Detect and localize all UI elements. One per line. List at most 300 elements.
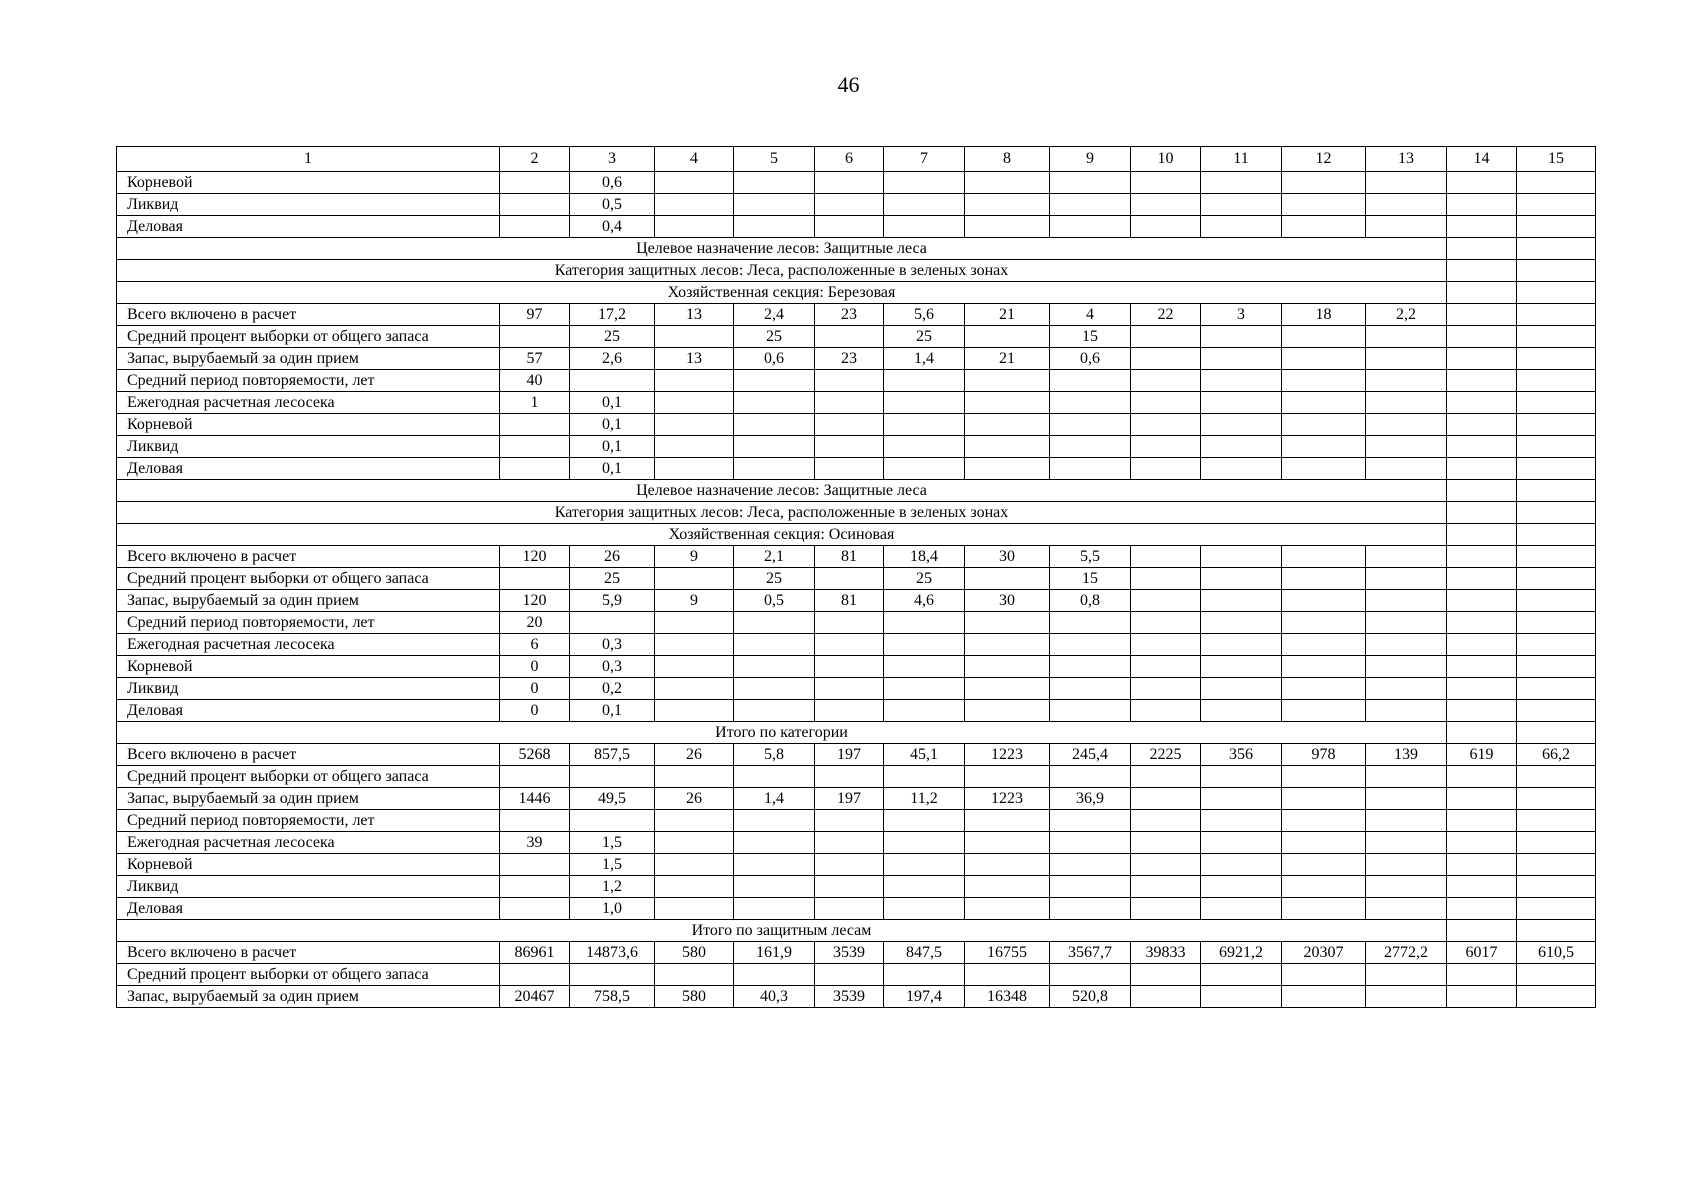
table-cell: 13 [655, 304, 734, 326]
table-cell: 0,3 [570, 656, 655, 678]
table-cell: 0,1 [570, 436, 655, 458]
table-cell [655, 326, 734, 348]
table-cell: 40,3 [734, 986, 815, 1008]
table-cell [1050, 612, 1131, 634]
table-cell [655, 678, 734, 700]
table-cell: 2225 [1131, 744, 1201, 766]
table-cell: 25 [570, 326, 655, 348]
table-cell [1131, 568, 1201, 590]
table-cell [1050, 414, 1131, 436]
table-cell: 197,4 [884, 986, 965, 1008]
table-cell [1201, 766, 1282, 788]
table-cell [1050, 766, 1131, 788]
table-cell [965, 172, 1050, 194]
section-title: Хозяйственная секция: Березовая [117, 282, 1447, 304]
row-label: Ликвид [117, 876, 500, 898]
table-cell: 610,5 [1517, 942, 1596, 964]
table-cell [1282, 898, 1366, 920]
table-cell [1131, 656, 1201, 678]
table-cell: 0 [500, 700, 570, 722]
table-cell [965, 612, 1050, 634]
table-cell [1366, 370, 1447, 392]
table-cell: 30 [965, 590, 1050, 612]
table-cell [1517, 876, 1596, 898]
table-row [117, 172, 1596, 194]
table-row [117, 370, 1596, 392]
table-cell [965, 854, 1050, 876]
table-cell [1517, 634, 1596, 656]
table-cell: 2772,2 [1366, 942, 1447, 964]
table-cell: 26 [655, 788, 734, 810]
table-cell [570, 766, 655, 788]
table-row [117, 194, 1596, 216]
table-cell [500, 766, 570, 788]
table-cell [1201, 216, 1282, 238]
table-cell: 5,8 [734, 744, 815, 766]
column-header: 10 [1131, 147, 1201, 172]
table-cell [1201, 898, 1282, 920]
table-cell [1447, 370, 1517, 392]
table-cell [1447, 876, 1517, 898]
column-header: 8 [965, 147, 1050, 172]
table-cell [1201, 458, 1282, 480]
table-cell [1366, 678, 1447, 700]
table-cell: 0 [500, 656, 570, 678]
table-cell: 40 [500, 370, 570, 392]
table-cell [655, 194, 734, 216]
table-cell [1131, 216, 1201, 238]
table-cell [965, 414, 1050, 436]
table-cell [884, 414, 965, 436]
table-cell [884, 612, 965, 634]
table-cell [1201, 414, 1282, 436]
table-cell: 5268 [500, 744, 570, 766]
table-row [117, 392, 1596, 414]
table-cell [1201, 964, 1282, 986]
table-cell [815, 700, 884, 722]
table-cell: 847,5 [884, 942, 965, 964]
table-cell [884, 876, 965, 898]
table-row [117, 656, 1596, 678]
column-header: 5 [734, 147, 815, 172]
table-cell: 1 [500, 392, 570, 414]
table-cell [1517, 238, 1596, 260]
table-cell [1050, 832, 1131, 854]
table-cell [815, 370, 884, 392]
table-cell: 0,1 [570, 392, 655, 414]
section-row [117, 722, 1596, 744]
table-cell [734, 612, 815, 634]
table-cell: 245,4 [1050, 744, 1131, 766]
table-row [117, 348, 1596, 370]
table-cell [1517, 898, 1596, 920]
table-row [117, 700, 1596, 722]
table-cell [1201, 832, 1282, 854]
table-cell [1447, 964, 1517, 986]
table-cell [884, 964, 965, 986]
table-cell [734, 964, 815, 986]
table-cell [815, 898, 884, 920]
table-cell: 3 [1201, 304, 1282, 326]
section-row [117, 238, 1596, 260]
table-cell [655, 568, 734, 590]
table-cell [570, 370, 655, 392]
table-cell: 26 [655, 744, 734, 766]
table-cell [1517, 590, 1596, 612]
table-cell: 580 [655, 986, 734, 1008]
table-cell [500, 458, 570, 480]
table-cell [655, 700, 734, 722]
table-cell [1201, 348, 1282, 370]
table-cell: 14873,6 [570, 942, 655, 964]
table-row [117, 744, 1596, 766]
table-row [117, 568, 1596, 590]
table-cell: 25 [734, 326, 815, 348]
forest-data-table [116, 146, 1596, 1008]
table-cell [1447, 656, 1517, 678]
table-cell [1050, 898, 1131, 920]
table-cell: 15 [1050, 568, 1131, 590]
table-cell [1282, 678, 1366, 700]
table-cell: 97 [500, 304, 570, 326]
table-cell [1282, 590, 1366, 612]
table-row [117, 678, 1596, 700]
table-cell: 4,6 [884, 590, 965, 612]
table-cell: 66,2 [1517, 744, 1596, 766]
table-cell [1447, 480, 1517, 502]
table-cell: 857,5 [570, 744, 655, 766]
table-cell [655, 634, 734, 656]
table-cell: 18 [1282, 304, 1366, 326]
table-cell [655, 392, 734, 414]
table-cell [1282, 810, 1366, 832]
table-cell [1447, 392, 1517, 414]
table-cell [884, 392, 965, 414]
section-title: Итого по защитным лесам [117, 920, 1447, 942]
table-cell [1050, 656, 1131, 678]
table-cell: 1,2 [570, 876, 655, 898]
table-cell [1201, 546, 1282, 568]
column-header: 15 [1517, 147, 1596, 172]
table-cell [965, 634, 1050, 656]
table-cell: 49,5 [570, 788, 655, 810]
table-cell [1282, 986, 1366, 1008]
column-header: 1 [117, 147, 500, 172]
table-cell [1282, 414, 1366, 436]
table-cell [1366, 634, 1447, 656]
table-cell: 2,4 [734, 304, 815, 326]
table-cell [655, 458, 734, 480]
row-label: Средний период повторяемости, лет [117, 810, 500, 832]
column-header: 13 [1366, 147, 1447, 172]
row-label: Корневой [117, 172, 500, 194]
table-row [117, 854, 1596, 876]
table-cell [655, 810, 734, 832]
table-cell [1201, 392, 1282, 414]
table-cell: 3539 [815, 986, 884, 1008]
table-cell [734, 678, 815, 700]
table-cell [1050, 810, 1131, 832]
table-cell [734, 832, 815, 854]
table-cell [1050, 216, 1131, 238]
table-cell [1447, 502, 1517, 524]
section-title: Категория защитных лесов: Леса, расположенные в зеленых зонах [117, 260, 1447, 282]
table-row [117, 326, 1596, 348]
table-cell: 57 [500, 348, 570, 370]
table-cell [1282, 326, 1366, 348]
table-cell [1366, 590, 1447, 612]
table-cell [965, 876, 1050, 898]
table-cell [1447, 832, 1517, 854]
table-cell [1517, 480, 1596, 502]
table-cell [1282, 194, 1366, 216]
table-cell [1517, 282, 1596, 304]
table-cell [1282, 964, 1366, 986]
table-cell [1201, 590, 1282, 612]
table-cell [734, 194, 815, 216]
table-cell: 36,9 [1050, 788, 1131, 810]
table-cell: 1,5 [570, 854, 655, 876]
table-cell [1517, 832, 1596, 854]
table-cell [1131, 898, 1201, 920]
table-cell [500, 216, 570, 238]
table-cell [1517, 458, 1596, 480]
table-cell: 197 [815, 788, 884, 810]
table-cell: 25 [884, 326, 965, 348]
table-cell [884, 458, 965, 480]
table-cell [1517, 304, 1596, 326]
table-cell [815, 854, 884, 876]
table-cell: 1,4 [884, 348, 965, 370]
table-cell [1447, 172, 1517, 194]
table-cell [884, 898, 965, 920]
table-cell: 161,9 [734, 942, 815, 964]
table-cell [1447, 678, 1517, 700]
table-cell: 0,5 [570, 194, 655, 216]
table-cell [1131, 986, 1201, 1008]
table-body [117, 147, 1596, 1008]
table-cell [1517, 370, 1596, 392]
table-cell [655, 216, 734, 238]
table-cell [1282, 458, 1366, 480]
table-cell [1131, 348, 1201, 370]
table-cell: 5,9 [570, 590, 655, 612]
table-cell [815, 326, 884, 348]
section-row [117, 282, 1596, 304]
table-cell: 139 [1366, 744, 1447, 766]
table-cell [1366, 414, 1447, 436]
table-cell [570, 810, 655, 832]
table-cell [655, 964, 734, 986]
table-cell [1447, 700, 1517, 722]
page-number: 46 [837, 72, 860, 97]
table-cell: 2,1 [734, 546, 815, 568]
table-cell [884, 854, 965, 876]
table-row [117, 876, 1596, 898]
row-label: Средний процент выборки от общего запаса [117, 326, 500, 348]
table-row [117, 436, 1596, 458]
table-cell [884, 656, 965, 678]
table-row [117, 964, 1596, 986]
table-cell: 81 [815, 590, 884, 612]
table-cell [734, 436, 815, 458]
table-cell [1201, 612, 1282, 634]
table-cell [1517, 986, 1596, 1008]
table-cell [1282, 656, 1366, 678]
table-cell: 6 [500, 634, 570, 656]
table-cell: 520,8 [1050, 986, 1131, 1008]
column-header: 9 [1050, 147, 1131, 172]
table-cell [815, 964, 884, 986]
table-cell [1447, 216, 1517, 238]
table-row [117, 898, 1596, 920]
table-cell: 25 [570, 568, 655, 590]
table-cell [1447, 766, 1517, 788]
table-cell [965, 568, 1050, 590]
table-cell [1366, 348, 1447, 370]
table-cell [1447, 986, 1517, 1008]
table-cell [1050, 700, 1131, 722]
table-cell [1447, 326, 1517, 348]
row-label: Средний процент выборки от общего запаса [117, 766, 500, 788]
table-row [117, 458, 1596, 480]
header-row [117, 147, 1596, 172]
table-cell [965, 766, 1050, 788]
table-cell [1517, 788, 1596, 810]
table-cell [1447, 282, 1517, 304]
row-label: Средний период повторяемости, лет [117, 612, 500, 634]
table-cell [1366, 986, 1447, 1008]
section-title: Категория защитных лесов: Леса, расположенные в зеленых зонах [117, 502, 1447, 524]
table-cell [734, 370, 815, 392]
table-cell [1201, 172, 1282, 194]
table-cell [965, 832, 1050, 854]
table-cell [1447, 194, 1517, 216]
table-row [117, 942, 1596, 964]
table-cell [1517, 964, 1596, 986]
table-cell [734, 458, 815, 480]
table-cell [1201, 370, 1282, 392]
table-cell [1131, 414, 1201, 436]
table-cell: 1446 [500, 788, 570, 810]
row-label: Средний период повторяемости, лет [117, 370, 500, 392]
table-cell: 39 [500, 832, 570, 854]
table-cell [1282, 216, 1366, 238]
table-cell: 356 [1201, 744, 1282, 766]
table-cell: 0,4 [570, 216, 655, 238]
table-cell [1201, 788, 1282, 810]
table-cell [1366, 612, 1447, 634]
table-cell: 5,5 [1050, 546, 1131, 568]
table-cell [1131, 172, 1201, 194]
table-cell: 120 [500, 590, 570, 612]
table-cell [965, 700, 1050, 722]
table-cell [1366, 546, 1447, 568]
table-cell: 0,8 [1050, 590, 1131, 612]
table-cell [570, 964, 655, 986]
table-cell [1366, 700, 1447, 722]
table-cell [734, 392, 815, 414]
table-cell [500, 194, 570, 216]
table-cell [884, 766, 965, 788]
table-cell [1517, 810, 1596, 832]
table-cell [1131, 832, 1201, 854]
table-cell: 3567,7 [1050, 942, 1131, 964]
table-cell [1366, 876, 1447, 898]
table-cell [1517, 722, 1596, 744]
table-cell [1517, 568, 1596, 590]
table-cell [1517, 348, 1596, 370]
row-label: Корневой [117, 414, 500, 436]
table-cell: 0,6 [734, 348, 815, 370]
table-cell [1447, 722, 1517, 744]
table-cell [1447, 612, 1517, 634]
row-label: Всего включено в расчет [117, 304, 500, 326]
table-cell: 45,1 [884, 744, 965, 766]
table-cell [965, 898, 1050, 920]
table-cell [655, 656, 734, 678]
table-cell [1201, 678, 1282, 700]
table-cell [655, 172, 734, 194]
table-cell [734, 854, 815, 876]
table-row [117, 788, 1596, 810]
table-cell [734, 414, 815, 436]
column-header: 7 [884, 147, 965, 172]
row-label: Всего включено в расчет [117, 942, 500, 964]
table-cell: 23 [815, 348, 884, 370]
table-cell [1131, 634, 1201, 656]
table-cell: 9 [655, 546, 734, 568]
table-cell [1282, 766, 1366, 788]
section-row [117, 920, 1596, 942]
row-label: Ежегодная расчетная лесосека [117, 392, 500, 414]
table-cell [655, 612, 734, 634]
table-cell [965, 194, 1050, 216]
table-cell [965, 656, 1050, 678]
table-cell: 6921,2 [1201, 942, 1282, 964]
table-cell [1366, 810, 1447, 832]
table-cell [1366, 656, 1447, 678]
table-cell: 6017 [1447, 942, 1517, 964]
section-title: Итого по категории [117, 722, 1447, 744]
table-cell: 0,5 [734, 590, 815, 612]
table-cell: 3539 [815, 942, 884, 964]
column-header: 6 [815, 147, 884, 172]
table-cell [1517, 920, 1596, 942]
table-cell [1366, 964, 1447, 986]
row-label: Деловая [117, 216, 500, 238]
table-cell [1447, 810, 1517, 832]
table-cell [1447, 590, 1517, 612]
table-cell: 1,0 [570, 898, 655, 920]
table-cell [734, 216, 815, 238]
table-cell [1131, 590, 1201, 612]
table-cell [1447, 238, 1517, 260]
table-cell: 1,4 [734, 788, 815, 810]
table-cell [734, 634, 815, 656]
table-cell: 0,6 [570, 172, 655, 194]
table-cell [884, 700, 965, 722]
table-cell: 16755 [965, 942, 1050, 964]
table-cell [815, 876, 884, 898]
table-cell [1282, 348, 1366, 370]
table-row [117, 612, 1596, 634]
table-cell: 0,6 [1050, 348, 1131, 370]
column-header: 11 [1201, 147, 1282, 172]
column-header: 12 [1282, 147, 1366, 172]
table-cell [734, 876, 815, 898]
table-cell [1366, 788, 1447, 810]
